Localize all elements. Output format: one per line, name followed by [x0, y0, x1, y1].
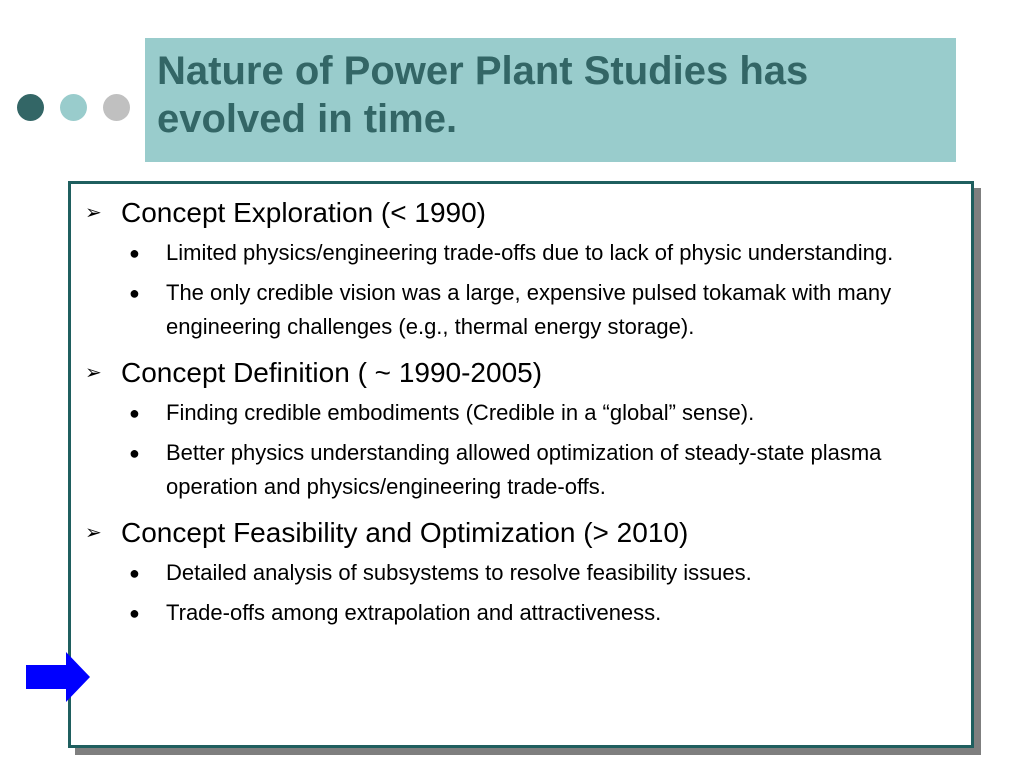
dot-icon: ●: [129, 443, 140, 463]
slide-title-box: [145, 38, 956, 162]
list-item-text: Trade-offs among extrapolation and attractiveness.: [166, 600, 662, 625]
list-item: [121, 276, 947, 344]
section-heading-text: Concept Definition ( ~ 1990-2005): [121, 357, 543, 388]
bullet-list: [121, 236, 947, 344]
dot-icon: ●: [129, 563, 140, 583]
bullet-list: [121, 396, 947, 504]
slide-title: [157, 47, 944, 143]
list-item-text: The only credible vision was a large, expensive pulsed tokamak with many engineering challenges (e.g., thermal energy storage).: [166, 280, 892, 339]
section-concept-definition: [85, 356, 947, 504]
list-item: [121, 556, 947, 590]
section-concept-feasibility: [85, 516, 947, 630]
list-item-text: Finding credible embodiments (Credible in a “global” sense).: [166, 400, 755, 425]
section-heading: [85, 516, 947, 550]
arrow-outline-right-icon: ➢: [85, 522, 102, 544]
list-item: [121, 236, 947, 270]
section-heading-text: Concept Feasibility and Optimization (> 2010): [121, 517, 689, 548]
list-item-text: Detailed analysis of subsystems to resolve feasibility issues.: [166, 560, 752, 585]
dot-icon: ●: [129, 603, 140, 623]
gray-dot-icon: [103, 94, 130, 121]
dot-icon: ●: [129, 403, 140, 423]
bullet-list: [121, 556, 947, 630]
section-concept-exploration: [85, 196, 947, 344]
list-item: [121, 436, 947, 504]
section-heading: [85, 356, 947, 390]
slide-title-line-2: evolved in time.: [157, 97, 458, 141]
light-teal-dot-icon: [60, 94, 87, 121]
content-box: [68, 181, 974, 748]
dark-teal-dot-icon: [17, 94, 44, 121]
section-heading-text: Concept Exploration (< 1990): [121, 197, 486, 228]
list-item: [121, 596, 947, 630]
list-item: [121, 396, 947, 430]
section-heading: [85, 196, 947, 230]
dot-icon: ●: [129, 283, 140, 303]
list-item-text: Better physics understanding allowed optimization of steady-state plasma operation and physics/engineering trade-offs.: [166, 440, 882, 499]
dot-icon: ●: [129, 243, 140, 263]
list-item-text: Limited physics/engineering trade-offs due to lack of physic understanding.: [166, 240, 894, 265]
slide-title-line-1: Nature of Power Plant Studies has: [157, 49, 809, 93]
arrow-outline-right-icon: ➢: [85, 202, 102, 224]
arrow-outline-right-icon: ➢: [85, 362, 102, 384]
blue-right-arrow-icon: [26, 652, 90, 702]
blue-right-arrow-shape: [26, 652, 90, 702]
